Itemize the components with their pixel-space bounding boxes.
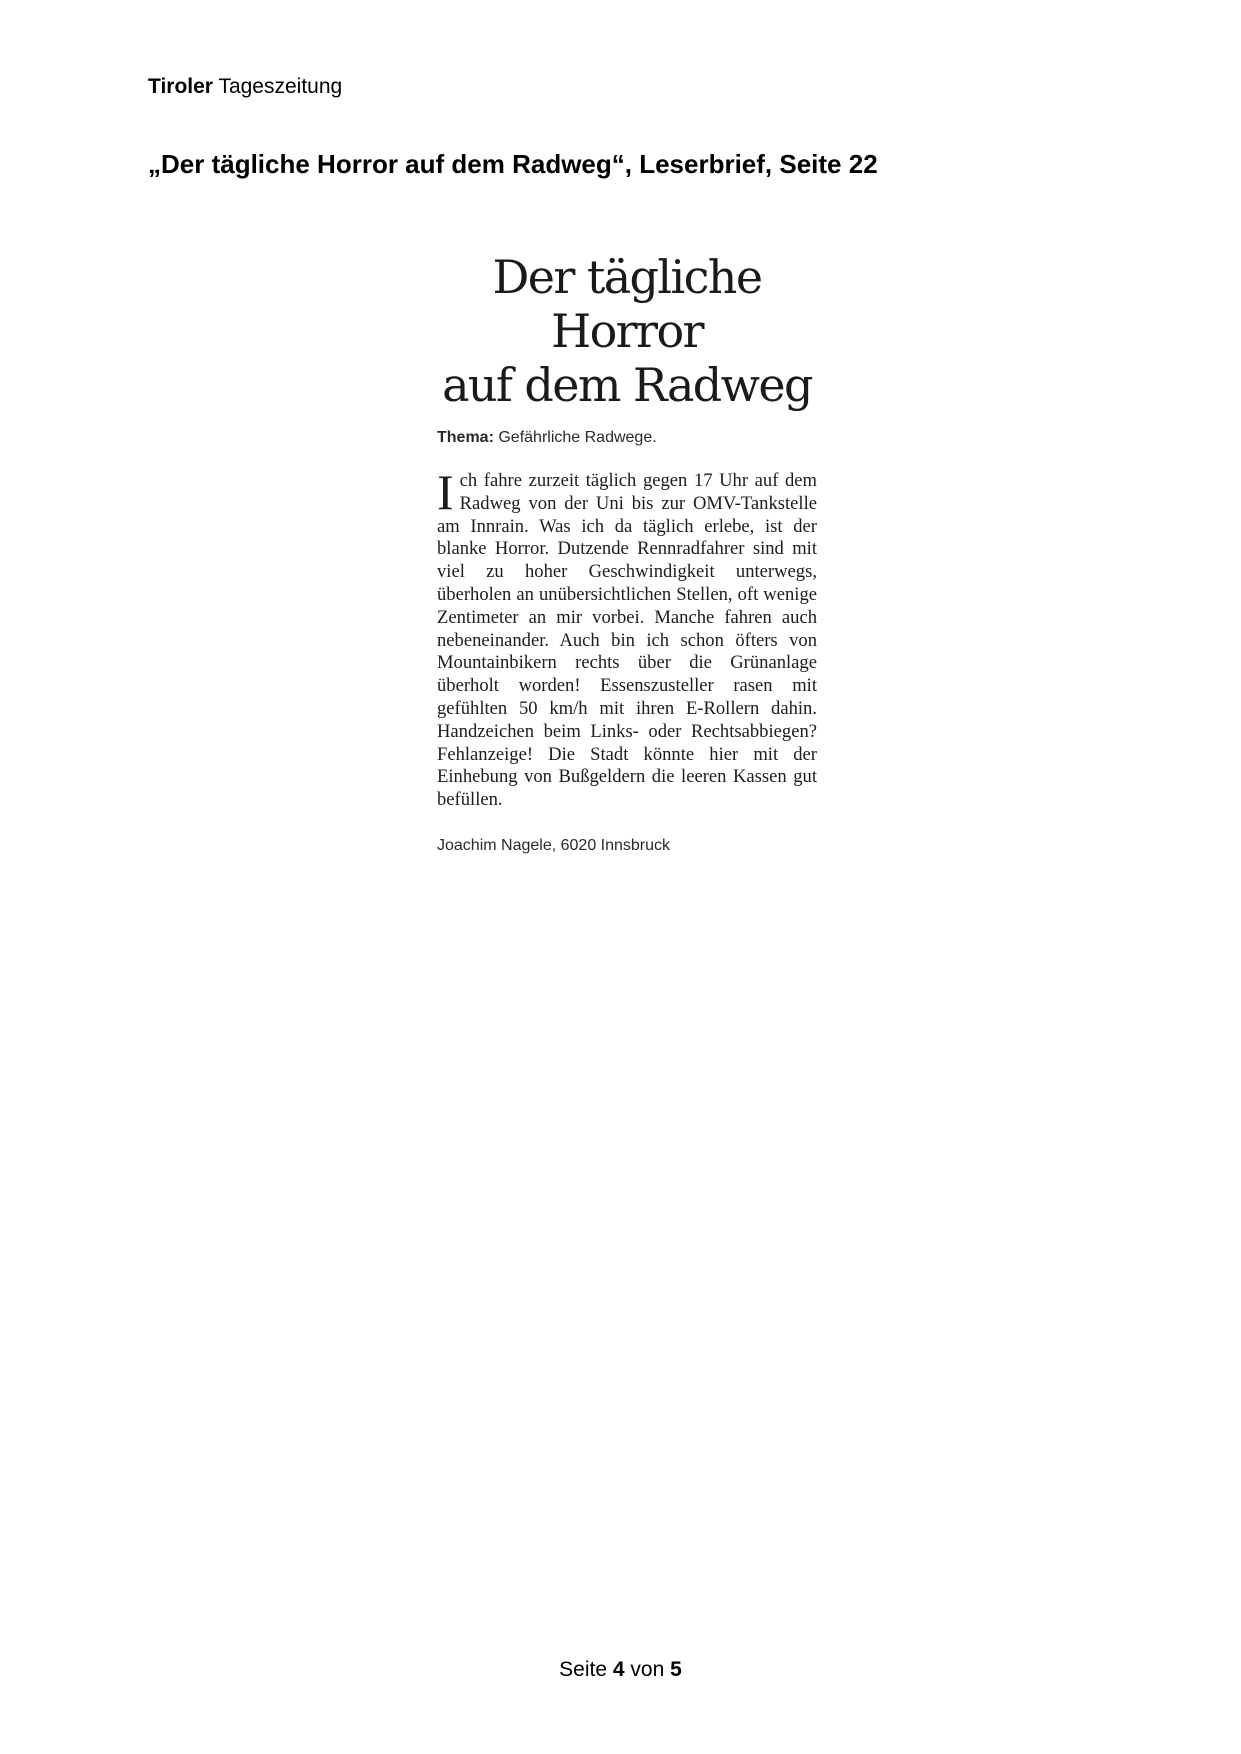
article-body xyxy=(437,464,817,812)
publication-name xyxy=(148,74,342,100)
article-title xyxy=(437,250,817,412)
article-title-line-1: Der tägliche Horror xyxy=(492,250,762,358)
article-signature: Joachim Nagele, 6020 Innsbruck xyxy=(437,836,671,854)
footer-total-pages: 5 xyxy=(670,1658,682,1681)
footer-prefix: Seite xyxy=(559,1658,608,1681)
topic-label: Thema: xyxy=(437,429,494,446)
publication-name-bold: Tiroler xyxy=(148,75,213,98)
article-title-line-2: auf dem Radweg xyxy=(442,358,812,412)
topic-text: Gefährliche Radwege. xyxy=(498,429,657,446)
footer-current-page: 4 xyxy=(612,1658,625,1681)
drop-cap: I xyxy=(437,464,454,520)
article-body-text: ch fahre zurzeit täglich gegen 17 Uhr auf dem Radweg von der Uni bis zur OMV-Tankstelle am Innrain. Was ich da täglich erlebe, ist der blanke Horror. Dutzende Rennradfahrer sind mit viel zu hoher Geschwindigkeit unterwegs, überholen an unübersichtlichen Stellen, oft wenige Zentimeter an mir vorbei. Manche fahren auch nebeneinander. Auch bin ich schon öfters von Mountainbikern rechts über die Grünanlage überholt worden! Essenszusteller rasen mit gefühlten 50 km/h mit ihren E-Rollern dahin. Handzeichen beim Links- oder Rechtsabbiegen? Fehlanzeige! Die Stadt könnte hier mit der Einhebung von Bußgeldern die leeren Kassen gut befüllen. xyxy=(437,470,817,811)
footer-separator: von xyxy=(630,1658,665,1681)
newspaper-clipping xyxy=(437,250,817,856)
publication-name-regular: Tageszeitung xyxy=(218,75,343,98)
article-topic xyxy=(437,428,817,448)
page-footer xyxy=(0,1657,1241,1683)
document-heading: „Der tägliche Horror auf dem Radweg“, Leserbrief, Seite 22 xyxy=(148,149,878,179)
